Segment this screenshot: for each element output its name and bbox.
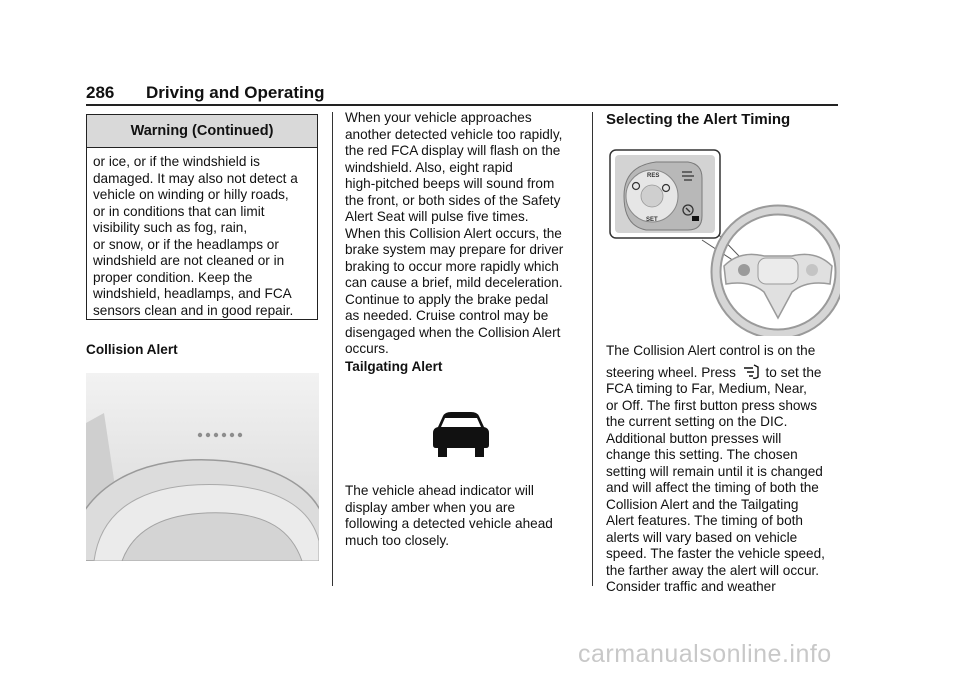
tailgating-alert-heading: Tailgating Alert (345, 359, 443, 374)
body-line: Continue to apply the brake pedal (345, 291, 549, 307)
body-line: or Off. The first button press shows (606, 397, 818, 413)
body-line: The Collision Alert control is on the (606, 343, 816, 358)
body-line: as needed. Cruise control may be (345, 308, 549, 323)
warning-line: sensors clean and in good repair. (93, 302, 294, 318)
body-line: setting will remain until it is changed (606, 463, 823, 479)
body-line-start: steering wheel. Press (606, 364, 736, 380)
collision-alert-heading: Collision Alert (86, 342, 178, 357)
vehicle-ahead-icon (431, 410, 491, 460)
warning-line: proper condition. Keep the (93, 269, 253, 285)
body-line: high-pitched beeps will sound from (345, 176, 555, 191)
body-line: following a detected vehicle ahead (345, 516, 553, 531)
alert-timing-description (606, 343, 825, 596)
warning-line: damaged. It may also not detect a (93, 170, 298, 186)
warning-line: or ice, or if the windshield is (93, 154, 260, 169)
body-line: the front, or both sides of the Safety (345, 192, 561, 208)
watermark: carmanualsonline.info (578, 640, 832, 668)
body-line: brake system may prepare for driver (345, 242, 564, 257)
steering-wheel-icon (716, 210, 840, 334)
warning-line: or snow, or if the headlamps or (93, 236, 279, 252)
collision-alert-timing-icon (741, 364, 761, 380)
header-rule (86, 104, 838, 106)
warning-line: windshield, headlamps, and FCA (93, 286, 292, 301)
warning-body (87, 148, 317, 319)
body-line: Alert Seat will pulse five times. (345, 209, 529, 224)
res-label: RES (647, 173, 660, 179)
body-line: Alert features. The timing of both (606, 513, 803, 528)
steering-wheel-controls-illustration (606, 146, 840, 336)
set-label: SET (646, 217, 658, 223)
body-line: change this setting. The chosen (606, 447, 798, 462)
windshield-steering-wheel-image (86, 373, 319, 561)
body-line: the farther away the alert will occur. (606, 562, 820, 578)
body-line: The vehicle ahead indicator will (345, 483, 534, 498)
body-line: When this Collision Alert occurs, the (345, 225, 562, 241)
body-line: much too closely. (345, 532, 450, 548)
body-line: When your vehicle approaches (345, 110, 532, 125)
body-line: Collision Alert and the Tailgating (606, 496, 799, 512)
body-line: braking to occur more rapidly which (345, 258, 559, 274)
warning-line: or in conditions that can limit (93, 203, 265, 219)
body-line: the red FCA display will flash on the (345, 143, 561, 158)
body-line: FCA timing to Far, Medium, Near, (606, 381, 807, 396)
warning-heading: Warning (Continued) (87, 115, 317, 148)
alert-timing-heading: Selecting the Alert Timing (606, 111, 791, 128)
page-title: Driving and Operating (146, 83, 325, 102)
vehicle-ahead-description (345, 483, 553, 549)
column-divider-right (592, 112, 593, 586)
body-line: can cause a brief, mild deceleration. (345, 275, 563, 290)
steering-wheel-controls-image (606, 146, 840, 336)
body-line: occurs. (345, 341, 389, 356)
body-line: disengaged when the Collision Alert (345, 324, 561, 340)
body-line-end: to set the (765, 364, 822, 380)
body-line-with-icon (606, 364, 825, 382)
collision-alert-illustration (86, 373, 319, 561)
body-line: alerts will vary based on vehicle (606, 529, 798, 545)
body-line: Additional button presses will (606, 430, 782, 446)
warning-box (86, 114, 318, 320)
body-line: display amber when you are (345, 499, 516, 515)
page-number: 286 (86, 83, 115, 102)
warning-line: visibility such as fog, rain, (93, 220, 248, 235)
body-line: windshield. Also, eight rapid (345, 159, 513, 175)
body-line: speed. The faster the vehicle speed, (606, 546, 825, 561)
body-line: another detected vehicle too rapidly, (345, 126, 563, 142)
button-panel-inset (610, 150, 720, 238)
column-divider-left (332, 112, 333, 586)
warning-line: windshield are not cleaned or in (93, 253, 285, 268)
warning-line: vehicle on winding or hilly roads, (93, 187, 289, 202)
collision-alert-description (345, 110, 563, 358)
body-line: Consider traffic and weather (606, 579, 776, 594)
body-line: and will affect the timing of both the (606, 480, 819, 495)
body-line: the current setting on the DIC. (606, 414, 788, 429)
